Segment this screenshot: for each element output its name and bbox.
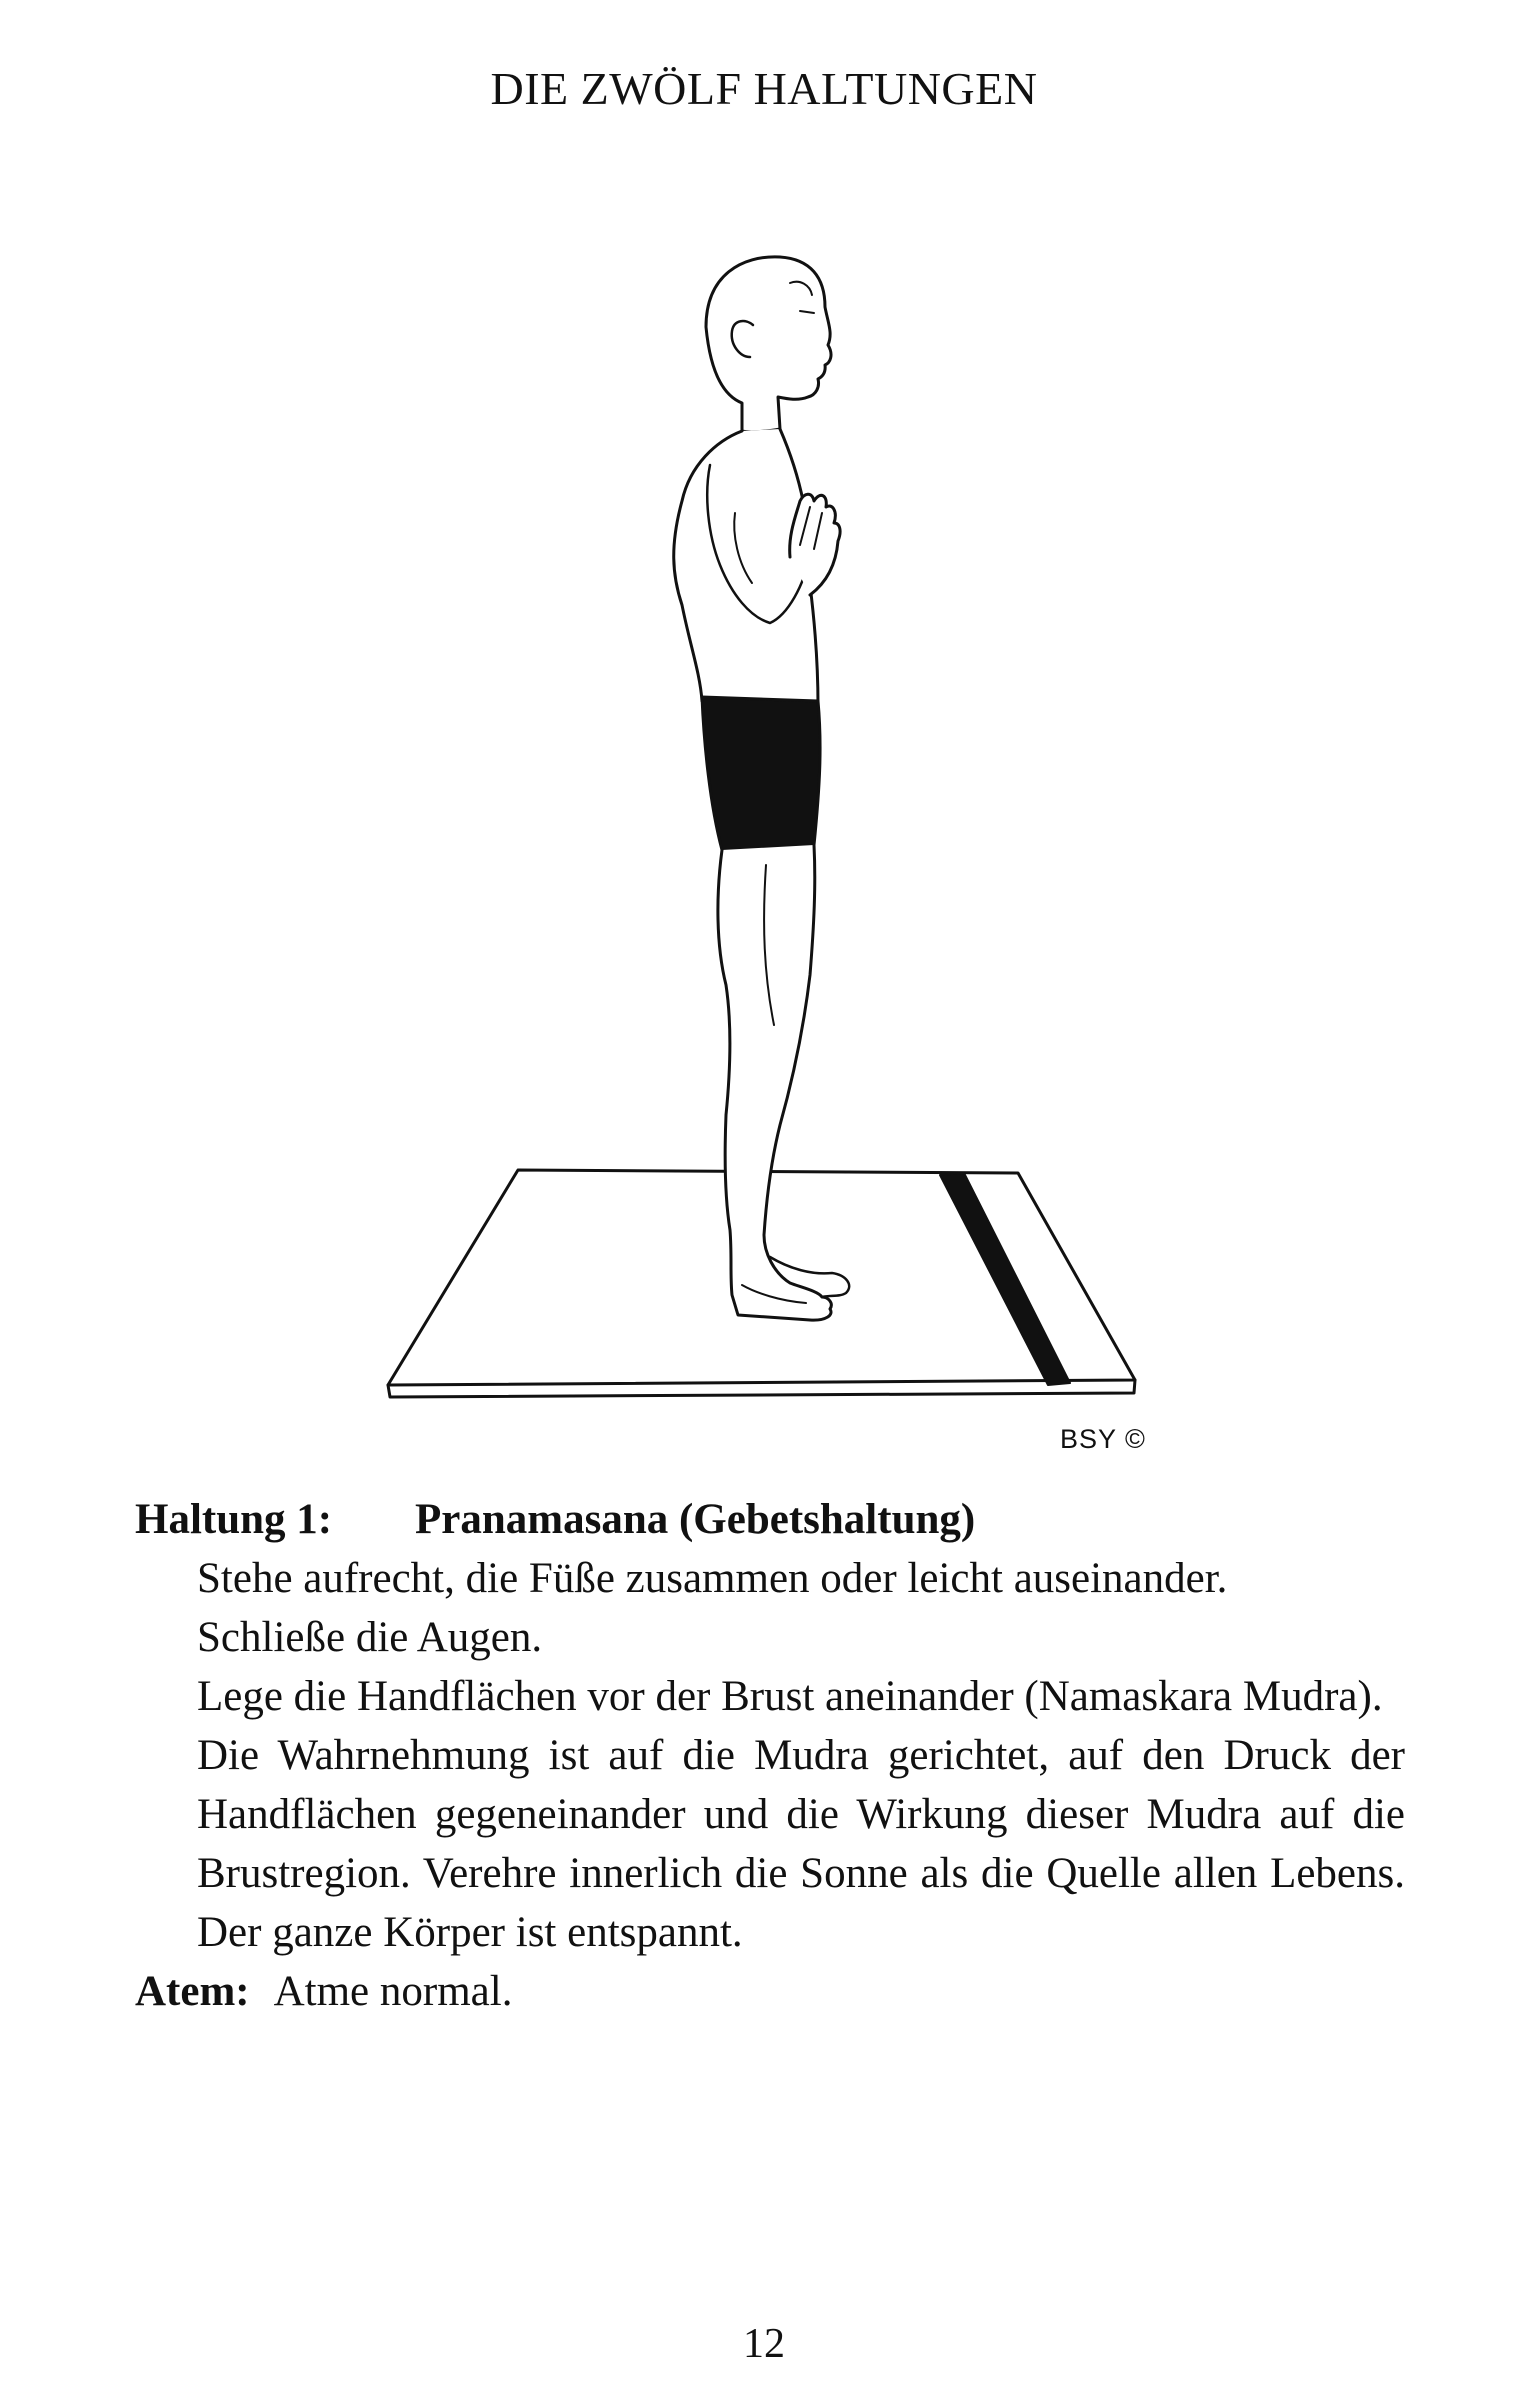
breath-label: Atem: (135, 1968, 250, 2015)
breath-text: Atme normal. (273, 1968, 513, 2015)
pose-number: Haltung 1: (135, 1496, 333, 1543)
figure-credit: BSY © (1060, 1424, 1146, 1454)
pose-description (135, 1490, 1405, 2021)
instruction-line: Lege die Handflächen vor der Brust aneinander (Namaskara Mudra). (197, 1673, 1383, 1720)
page-number: 12 (743, 2321, 785, 2367)
running-header: DIE ZWÖLF HALTUNGEN (490, 63, 1038, 114)
breath-instruction (135, 1962, 1405, 2021)
instruction-line: Schließe die Augen. (197, 1614, 543, 1661)
instruction-paragraph: Die Wahrnehmung ist auf die Mudra gerichtet, auf den Druck der Handflächen gegeneinander und die Wirkung dieser Mudra auf die Brustregion. Verehre innerlich die Sonne als die Quelle allen Lebens. Der ganze Körper ist entspannt. (197, 1732, 1405, 1956)
shorts (702, 697, 820, 850)
pranamasana-drawing (370, 245, 1160, 1415)
pose-illustration (370, 245, 1160, 1415)
pose-name: Pranamasana (Gebetshaltung) (415, 1496, 976, 1543)
pose-heading (135, 1490, 1405, 1549)
instruction-line: Stehe aufrecht, die Füße zusammen oder leicht auseinander. (197, 1555, 1228, 1602)
head (706, 257, 831, 432)
